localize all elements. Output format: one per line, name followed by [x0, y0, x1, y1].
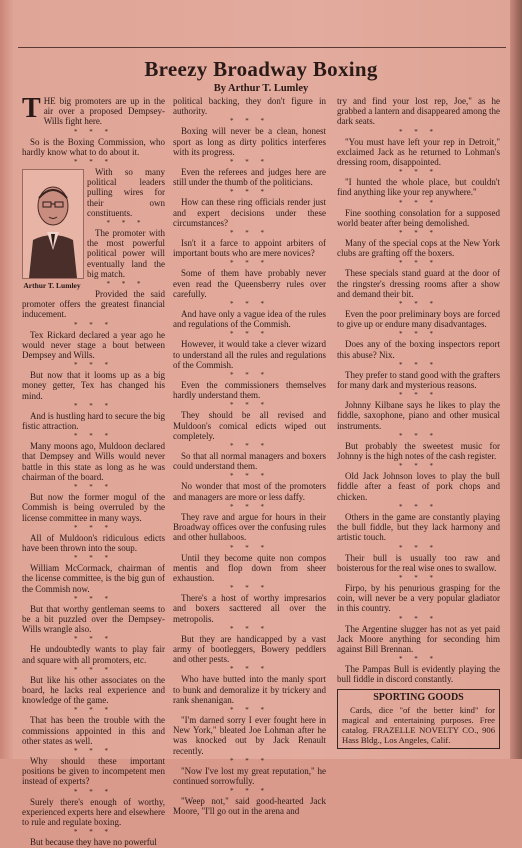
paragraph: Surely there's enough of worthy, experienced experts here and elsewhere to rule and regulate boxing. — [22, 796, 165, 827]
separator-stars: * * * — [399, 614, 438, 623]
paragraph: Some of them have probably never even read the Queensberry rules over carefully. — [173, 268, 326, 299]
paragraph: Who have butted into the manly sport to bunk and demoralize it by trickery and rank shenanigan. — [173, 674, 326, 705]
separator-stars: * * * — [74, 828, 113, 837]
separator-stars: * * * — [230, 371, 269, 380]
paragraph: Tex Rickard declared a year ago he would never stage a bout between Dempsey and Wills. — [22, 329, 165, 361]
separator-stars: * * * — [399, 330, 438, 339]
paragraph: With so many political leaders pulling wires for their own constituents. — [87, 167, 165, 218]
paragraph: Many moons ago, Muldoon declared that Dempsey and Wills would never battle in this state as long as he was chairman of the board. — [22, 441, 165, 482]
paragraph: Even the referees and judges here are still under the thumb of the politicians. — [173, 167, 326, 188]
separator-stars: * * * — [230, 665, 269, 674]
separator-stars: * * * — [399, 127, 438, 136]
separator-stars: * * * — [74, 635, 113, 644]
separator-stars: * * * — [399, 168, 438, 177]
paragraph: Why should these important positions be given to incompetent men instead of experts? — [22, 755, 165, 787]
separator-stars: * * * — [399, 655, 438, 664]
separator-stars: * * * — [399, 300, 438, 309]
intro-paragraph: THE big promoters are up in the air over a proposed Dempsey-Wills fight here. — [22, 93, 165, 127]
separator-stars: * * * — [230, 300, 269, 309]
separator-stars: * * * — [230, 756, 269, 765]
paragraph: Until they become quite non compos mentis and flop down from sheer exhaustion. — [173, 552, 326, 583]
separator-stars: * * * — [74, 158, 113, 167]
ad-title: SPORTING GOODS — [373, 691, 464, 703]
paragraph: Others in the game are constantly playing the bull fiddle, but they lack harmony and artistic touch. — [337, 511, 500, 543]
separator-stars: * * * — [230, 259, 269, 268]
paragraph: Their bull is usually too raw and boisterous for the real wise ones to swallow. — [337, 552, 500, 573]
paragraph: And is hustling hard to secure the big fistic attraction. — [22, 410, 165, 432]
paragraph: They should be all revised and Muldoon's comical edicts wiped out completely. — [173, 410, 326, 441]
paragraph: He undoubtedly wants to play fair and square with all promoters, etc. — [22, 644, 165, 665]
separator-stars: * * * — [230, 158, 269, 167]
separator-stars: * * * — [399, 391, 438, 400]
portrait-image — [22, 169, 84, 279]
paragraph: How can these ring officials render just and expert decisions under these circumstances? — [173, 197, 326, 228]
paragraph: However, it would take a clever wizard to understand all the rules and regulations of the Commish. — [173, 339, 326, 370]
paragraph: Fine soothing consolation for a supposed world beater after being demolished. — [337, 207, 500, 228]
separator-stars: * * * — [230, 787, 269, 796]
separator-stars: * * * — [399, 229, 438, 238]
separator-stars: * * * — [399, 198, 438, 207]
separator-stars: * * * — [74, 523, 113, 532]
separator-stars: * * * — [74, 746, 113, 755]
separator-stars: * * * — [230, 229, 269, 238]
paragraph: But now the former mogul of the Commish is being overruled by the license committee in many ways. — [22, 492, 165, 523]
paragraph: Many of the special cops at the New York clubs are grafting off the boxers. — [337, 238, 500, 259]
paragraph: William McCormack, chairman of the license committee, is the big gun of the Commish now. — [22, 563, 165, 594]
separator-stars: * * * — [74, 706, 113, 715]
separator-stars: * * * — [399, 431, 438, 440]
paragraph: The promoter with the most powerful political power will eventually land the big match. — [87, 228, 165, 279]
separator-stars: * * * — [399, 360, 438, 369]
portrait-caption: Arthur T. Lumley — [23, 281, 81, 291]
portrait-drawing — [23, 170, 83, 278]
paragraph: political backing, they don't figure in authority. — [173, 96, 326, 117]
separator-stars: * * * — [230, 705, 269, 714]
separator-stars: * * * — [74, 432, 113, 441]
paragraph: But now that it looms up as a big money getter, Tex has changed his mind. — [22, 370, 165, 401]
ad-body: Cards, dice "of the better kind" for magical and entertaining purposes. Free catalog. FRAZELLE NOVELTY CO., 906 Hass Bldg., Los Angeles, Calif. — [342, 704, 495, 745]
portrait-figure — [22, 169, 82, 291]
paragraph: So is the Boxing Commission, who hardly know what to do about it. — [22, 136, 165, 157]
paragraph: But that worthy gentleman seems to be a bit puzzled over the Dempsey-Wills wrangle also. — [22, 603, 165, 635]
separator-stars: * * * — [74, 787, 113, 796]
paragraph: The Argentine slugger has not as yet paid Jack Moore anything for seconding him against Bill Brennan. — [337, 623, 500, 654]
paragraph: Old Jack Johnson loves to play the bull fiddle after a feast of pork chops and chicken. — [337, 471, 500, 502]
top-rule — [18, 47, 506, 48]
paragraph: But probably the sweetest music for Johnny is the high notes of the cash register. — [337, 440, 500, 462]
column-3 — [337, 96, 500, 749]
separator-stars: * * * — [230, 442, 269, 451]
separator-stars: * * * — [230, 401, 269, 410]
paragraph: And have only a vague idea of the rules and regulations of the Commish. — [173, 309, 326, 330]
separator-stars: * * * — [230, 584, 269, 593]
paragraph: But they are handicapped by a vast army of bootleggers, Bowery peddlers and other pests. — [173, 633, 326, 665]
paragraph: But like his other associates on the board, he lacks real experience and knowledge of the game. — [22, 674, 165, 706]
paragraph: These specials stand guard at the door of the ringster's dressing rooms after a show and demand their bit. — [337, 268, 500, 299]
separator-stars: * * * — [230, 624, 269, 633]
separator-stars: * * * — [74, 665, 113, 674]
separator-stars: * * * — [399, 259, 438, 268]
separator-stars: * * * — [74, 594, 113, 603]
paragraph: Provided the said promoter offers the greatest financial inducement. — [22, 289, 165, 320]
column-2 — [173, 96, 326, 818]
separator-stars: * * * — [399, 573, 438, 582]
separator-stars: * * * — [106, 219, 146, 228]
paragraph: Isn't it a farce to appoint arbiters of important bouts who are mere novices? — [173, 238, 326, 259]
paragraph: So that all normal managers and boxers could understand them. — [173, 451, 326, 472]
paragraph: That has been the trouble with the commissions appointed in this and other states as well. — [22, 715, 165, 746]
separator-stars: * * * — [399, 462, 438, 471]
separator-stars: * * * — [74, 320, 113, 329]
paragraph: "You must have left your rep in Detroit," exclaimed Jack as he returned to Lohman's dressing room, disappointed. — [337, 136, 500, 168]
paragraph: "Weep not," said good-hearted Jack Moore, "I'll go out in the arena and — [173, 796, 326, 817]
drop-cap: T — [22, 93, 41, 124]
separator-stars: * * * — [399, 543, 438, 552]
separator-stars: * * * — [230, 117, 269, 126]
paragraph: The Pampas Bull is evidently playing the bull fiddle in discord constantly. — [337, 664, 500, 685]
paragraph: They prefer to stand good with the grafters for many dark and mysterious reasons. — [337, 369, 500, 391]
paragraph: They rave and argue for hours in their Broadway offices over the confusing rules and other hullaboos. — [173, 511, 326, 543]
separator-stars: * * * — [106, 280, 146, 289]
separator-stars: * * * — [74, 361, 113, 370]
paragraph: Johnny Kilbane says he likes to play the fiddle, saxophone, piano and other musical instruments. — [337, 400, 500, 431]
separator-stars: * * * — [230, 472, 269, 481]
sporting-goods-ad — [337, 689, 500, 749]
separator-stars: * * * — [74, 127, 113, 136]
paragraph: Even the commissioners themselves hardly understand them. — [173, 380, 326, 401]
paragraph: "I hunted the whole place, but couldn't find anything like your rep anywhere." — [337, 177, 500, 198]
paragraph: All of Muldoon's ridiculous edicts have been thrown into the soup. — [22, 532, 165, 553]
paragraph: Does any of the boxing inspectors report this abuse? Nix. — [337, 339, 500, 360]
paragraph: There's a host of worthy impresarios and boxers sacttered all over the metropolis. — [173, 593, 326, 624]
paragraph: "I'm darned sorry I ever fought here in New York," bleated Joe Lohman after he was knocked out by Jack Renault recently. — [173, 714, 326, 756]
separator-stars: * * * — [230, 330, 269, 339]
separator-stars: * * * — [399, 502, 438, 511]
paragraph: Even the poor preliminary boys are forced to give up or endure many disadvantages. — [337, 309, 500, 330]
separator-stars: * * * — [230, 188, 269, 197]
separator-stars: * * * — [74, 554, 113, 563]
separator-stars: * * * — [74, 483, 113, 492]
article-title: Breezy Broadway Boxing — [144, 57, 378, 81]
separator-stars: * * * — [230, 543, 269, 552]
paragraph: Boxing will never be a clean, honest sport as long as dirty politics interferes with its progress. — [173, 126, 326, 157]
article-byline: By Arthur T. Lumley — [213, 83, 309, 94]
paragraph: No wonder that most of the promoters and managers are more or less daffy. — [173, 481, 326, 502]
separator-stars: * * * — [230, 502, 269, 511]
paragraph: Firpo, by his penurious grasping for the coin, will never be a very popular gladiator in this country. — [337, 582, 500, 614]
separator-stars: * * * — [74, 401, 113, 410]
paragraph: try and find your lost rep, Joe," as he grabbed a lantern and disappeared among the dark seats. — [337, 96, 500, 127]
column-1 — [22, 93, 165, 848]
page-edge-shadow — [510, 0, 522, 759]
paragraph: But because they have no powerful — [30, 837, 157, 848]
paragraph: "Now I've lost my great reputation," he continued sorrowfully. — [173, 765, 326, 786]
